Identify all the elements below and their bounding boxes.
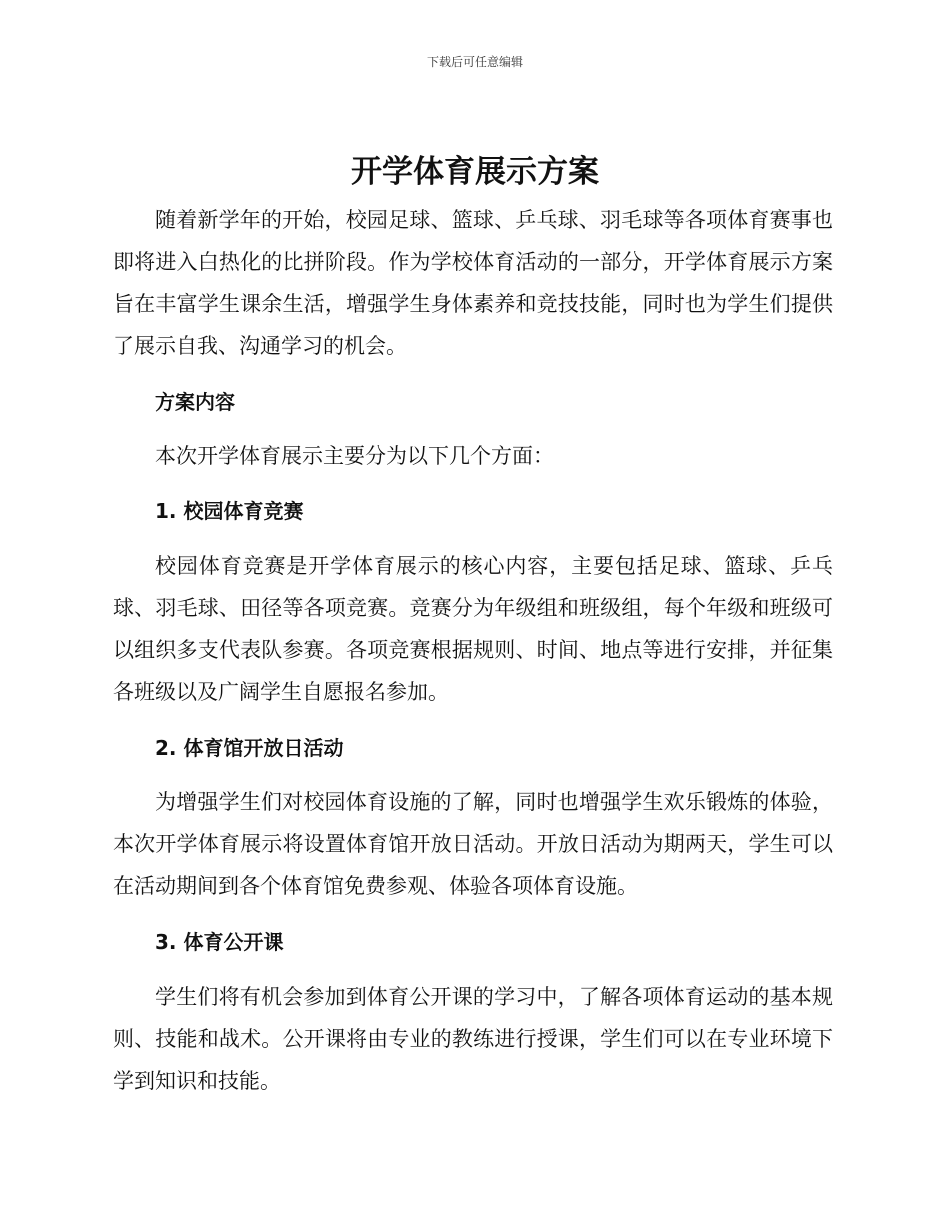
subsection-heading-gym-open-day: 2. 体育馆开放日活动 (155, 736, 344, 760)
page-header-note: 下载后可任意编辑 (426, 55, 523, 69)
subsection-body-open-class: 学生们将有机会参加到体育公开课的学习中，了解各项体育运动的基本规则、技能和战术。公开课将由专业的教练进行授课，学生们可以在专业环境下学到知识和技能。 (113, 985, 833, 1093)
subsection-body-campus-competition: 校园体育竞赛是开学体育展示的核心内容，主要包括足球、篮球、乒乓球、羽毛球、田径等各项竞赛。竞赛分为年级组和班级组，每个年级和班级可以组织多支代表队参赛。各项竞赛根据规则、时间、地点等进行安排，并征集各班级以及广阔学生自愿报名参加。 (113, 554, 833, 704)
subsection-body-gym-open-day: 为增强学生们对校园体育设施的了解，同时也增强学生欢乐锻炼的体验，本次开学体育展示将设置体育馆开放日活动。开放日活动为期两天，学生可以在活动期间到各个体育馆免费参观、体验各项体育设施。 (113, 790, 833, 898)
subsection-heading-campus-competition: 1. 校园体育竞赛 (155, 499, 304, 523)
intro-paragraph: 随着新学年的开始，校园足球、篮球、乒乓球、羽毛球等各项体育赛事也即将进入白热化的比拼阶段。作为学校体育活动的一部分，开学体育展示方案旨在丰富学生课余生活，增强学生身体素养和竞技技能，同时也为学生们提供了展示自我、沟通学习的机会。 (113, 208, 833, 358)
section-heading-plan-content: 方案内容 (155, 390, 235, 414)
subsection-heading-open-class: 3. 体育公开课 (155, 930, 284, 954)
document-title: 开学体育展示方案 (351, 154, 599, 190)
section-lead-paragraph: 本次开学体育展示主要分为以下几个方面： (155, 444, 554, 468)
